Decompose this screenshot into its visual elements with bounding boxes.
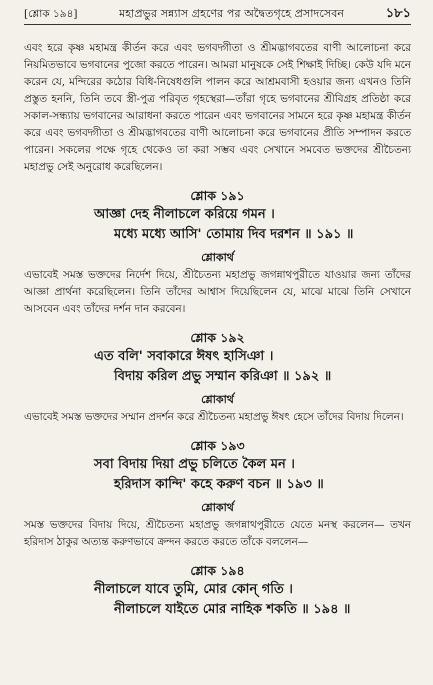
paragraph-line: কেউ যদি মনে করেন যে, মন্দিরের কঠোর বিধি-নিষেধগুলি পালন করে আশ্রমবাসী xyxy=(24,59,412,88)
verse-heading-194: শ্লোক ১৯৪ xyxy=(190,563,245,578)
verse-191-line-2: মধ্যে মধ্যে আসি' তোমায় দিব দরশন ॥ ১৯১ ॥ xyxy=(114,227,354,242)
running-header xyxy=(24,6,411,22)
verse-heading-192: শ্লোক ১৯২ xyxy=(190,330,245,345)
verse-192-line-1: এত বলি' সবাকারে ঈষৎ হাসিঞা । xyxy=(94,349,274,364)
translation-line: সমস্ত ভক্তদের বিদায় দিয়ে, শ্রীচৈতন্য মহাপ্রভু জগন্নাথপুরীতে যেতে মনস্থ করলেন— xyxy=(24,519,391,531)
translation-heading-192: শ্লোকার্থ xyxy=(201,393,234,406)
header-verse-ref: [শ্লোক ১৯৪] xyxy=(24,8,78,20)
verse-191-line-1: আজ্ঞা দেহ নীলাচলে করিয়ে গমন । xyxy=(94,207,275,222)
translation-line: এভাবেই সমস্ত ভক্তদের সম্মান প্রদর্শন করে শ্রীচৈতন্য মহাপ্রভু ঈষৎ হেসে তাঁদের xyxy=(24,411,347,423)
page-number: ১৮১ xyxy=(385,6,411,21)
translation-192 xyxy=(24,409,411,426)
verse-193-line-2: হরিদাস কান্দি' কহে করুণ বচন ॥ ১৯৩ ॥ xyxy=(114,477,324,492)
header-chapter-title: মহাপ্রভুর সন্ন্যাস গ্রহণের পর অদ্বৈতগৃহে প্রসাদসেবন xyxy=(119,7,345,20)
translation-line: তাঁদের আজ্ঞা প্রার্থনা করেছিলেন। তিনি তাঁদের আশ্বাস দিয়েছিলেন যে, মাঝে মাঝে xyxy=(24,269,411,298)
translation-heading-191: শ্লোকার্থ xyxy=(201,251,234,264)
paragraph-line: এবং ভগবানের সামনে হরে কৃষ্ণ মহামন্ত্র কীর্তন করে এবং ভগবদ্গীতা ও শ্রীমদ্ভাগবতের xyxy=(24,110,411,139)
translation-line: তখন হরিদাস ঠাকুর অত্যন্ত করুণভাবে ক্রন্দন করতে করতে তাঁকে বললেন— xyxy=(24,519,411,548)
verse-194-line-2: নীলাচলে যাইতে মোর নাহিক শকতি ॥ ১৯৪ ॥ xyxy=(114,602,351,617)
translation-193 xyxy=(24,517,411,551)
translation-line: এভাবেই সমস্ত ভক্তদের নির্দেশ দিয়ে, শ্রীচৈতন্য মহাপ্রভু জগন্নাথপুরীতে যাওয়ার জন্য xyxy=(24,269,385,281)
header-rule xyxy=(24,24,411,25)
translation-191 xyxy=(24,267,411,318)
paragraph-line: থেকেও তা করা সম্ভব এবং সেখানে সমবেত ভক্তদের শ্রীচৈতন্য মহাপ্রভু সেই অনুরোধ xyxy=(24,144,411,173)
translation-line: বিদায় দিলেন। xyxy=(346,411,404,423)
verse-192-line-2: বিদায় করিল প্রভু সম্মান করিঞা ॥ ১৯২ ॥ xyxy=(114,369,332,384)
paragraph-line: করে নিয়মিতভাবে ভগবানের পুজো করতে পারেন। আমরা মানুষকে সেই শিক্ষাই দিচ্ছি। xyxy=(24,42,411,71)
paragraph-line: এবং হরে কৃষ্ণ মহামন্ত্র কীর্তন করে এবং ভগবদ্গীতা ও শ্রীমদ্ভাগবতের বাণী আলোচনা xyxy=(24,42,394,54)
translation-line: তিনি সেখানে আসবেন এবং তাঁদের দর্শন দান করবেন। xyxy=(24,286,411,315)
paragraph-line: করেছিলেন। xyxy=(114,161,163,173)
intro-paragraph xyxy=(24,40,411,176)
verse-193-line-1: সবা বিদায় দিয়া প্রভু চলিতে কৈল মন । xyxy=(94,457,295,472)
verse-194-line-1: নীলাচলে যাবে তুমি, মোর কোন্ গতি । xyxy=(94,582,293,597)
paragraph-line: গৃহে ভগবানের শ্রীবিগ্রহ প্রতিষ্ঠা করে সকাল-সন্ধ্যায় ভগবানের আরাধনা করতে পারেন xyxy=(24,93,411,122)
paragraph-line: বাণী আলোচনা করে ভগবানের প্রীতি সম্পাদন করতে পারেন। সকলের পক্ষে গৃহে xyxy=(24,127,412,156)
translation-heading-193: শ্লোকার্থ xyxy=(201,501,234,514)
verse-heading-193: শ্লোক ১৯৩ xyxy=(190,438,245,453)
verse-heading-191: শ্লোক ১৯১ xyxy=(190,188,245,203)
paragraph-line: হওয়ার জন্য এখনও তিনি প্রস্তুত হননি, তিনি তবে স্ত্রী-পুত্র পরিবৃত গৃহস্থেরা—তাঁরা xyxy=(24,76,411,105)
